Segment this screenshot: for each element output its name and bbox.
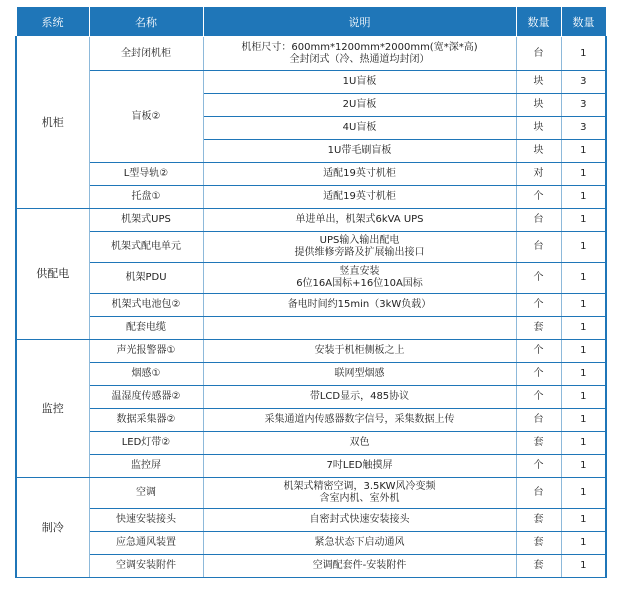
quantity-cell: 1 — [561, 432, 606, 455]
unit-cell: 个 — [516, 455, 561, 478]
table-row — [16, 186, 606, 209]
description-cell — [203, 478, 516, 509]
description-line: 4U盲板 — [342, 122, 377, 133]
unit-cell: 块 — [516, 117, 561, 140]
table-row — [16, 409, 606, 432]
header-row — [16, 7, 606, 37]
description-cell — [203, 432, 516, 455]
item-name-cell: 托盘① — [89, 186, 203, 209]
description-line: 机柜尺寸：600mm*1200mm*2000mm(宽*深*高) — [241, 41, 478, 53]
quantity-cell: 1 — [561, 386, 606, 409]
item-name-cell: L型导轨② — [89, 163, 203, 186]
description-line: 采集通道内传感器数字信号，采集数据上传 — [264, 414, 455, 425]
description-line: 联网型烟感 — [334, 368, 385, 379]
unit-cell: 个 — [516, 363, 561, 386]
table-row — [16, 71, 606, 94]
item-name-cell: 烟感① — [89, 363, 203, 386]
description-line: 1U盲板 — [342, 76, 377, 87]
description-cell — [203, 340, 516, 363]
unit-cell: 台 — [516, 409, 561, 432]
unit-cell: 台 — [516, 232, 561, 263]
description-line: 提供维修旁路及扩展输出接口 — [294, 247, 425, 258]
unit-cell: 对 — [516, 163, 561, 186]
description-line: 自密封式快速安装接头 — [309, 514, 410, 525]
quantity-cell: 1 — [561, 263, 606, 294]
unit-cell: 台 — [516, 478, 561, 509]
table-row — [16, 209, 606, 232]
table-row — [16, 455, 606, 478]
description-line: 机架式精密空调，3.5KW风冷变频 — [283, 481, 436, 492]
quantity-cell: 1 — [561, 409, 606, 432]
item-name-cell: 机架式电池包② — [89, 294, 203, 317]
unit-cell: 个 — [516, 340, 561, 363]
table-row — [16, 478, 606, 509]
description-cell — [203, 232, 516, 263]
description-line: 空调配套件-安装附件 — [312, 560, 407, 571]
description-line: 备电时间约15min（3kW负载） — [287, 299, 432, 310]
description-cell — [203, 386, 516, 409]
table-row — [16, 232, 606, 263]
description-line: 单进单出，机架式6kVA UPS — [295, 214, 424, 225]
table-row — [16, 509, 606, 532]
item-name-cell: 空调安装附件 — [89, 555, 203, 578]
description-cell — [203, 117, 516, 140]
quantity-cell: 1 — [561, 478, 606, 509]
quantity-cell: 3 — [561, 94, 606, 117]
quantity-cell: 1 — [561, 532, 606, 555]
description-line: 紧急状态下启动通风 — [314, 537, 405, 548]
description-cell — [203, 263, 516, 294]
system-cell: 供配电 — [16, 209, 89, 340]
equipment-config-table — [15, 6, 607, 578]
description-line: 含室内机、室外机 — [319, 493, 400, 504]
description-cell — [203, 37, 516, 71]
description-line: 1U带毛刷盲板 — [327, 145, 392, 156]
table-row — [16, 363, 606, 386]
header-description: 说明 — [203, 7, 516, 37]
unit-cell: 套 — [516, 432, 561, 455]
item-name-cell: 盲板② — [89, 71, 203, 163]
table-row — [16, 555, 606, 578]
quantity-cell: 1 — [561, 37, 606, 71]
quantity-cell: 1 — [561, 363, 606, 386]
item-name-cell: 声光报警器① — [89, 340, 203, 363]
header-system: 系统 — [16, 7, 89, 37]
description-cell — [203, 409, 516, 432]
system-cell: 机柜 — [16, 37, 89, 209]
description-cell — [203, 363, 516, 386]
item-name-cell: 温湿度传感器② — [89, 386, 203, 409]
item-name-cell: 机架式配电单元 — [89, 232, 203, 263]
item-name-cell: 机架式UPS — [89, 209, 203, 232]
item-name-cell: 数据采集器② — [89, 409, 203, 432]
description-line: 7吋LED触摸屏 — [326, 460, 393, 471]
description-line: 6位16A国标+16位10A国标 — [296, 278, 423, 289]
description-cell — [203, 186, 516, 209]
table-row — [16, 532, 606, 555]
description-cell — [203, 317, 516, 340]
quantity-cell: 1 — [561, 555, 606, 578]
table-row — [16, 340, 606, 363]
unit-cell: 块 — [516, 94, 561, 117]
item-name-cell: 全封闭机柜 — [89, 37, 203, 71]
table-row — [16, 163, 606, 186]
table-row — [16, 386, 606, 409]
quantity-cell: 1 — [561, 163, 606, 186]
unit-cell: 块 — [516, 71, 561, 94]
item-name-cell: 应急通风装置 — [89, 532, 203, 555]
description-cell — [203, 509, 516, 532]
item-name-cell: LED灯带② — [89, 432, 203, 455]
header-quantity: 数量 — [561, 7, 606, 37]
description-line: 带LCD显示，485协议 — [309, 391, 410, 402]
description-cell — [203, 555, 516, 578]
header-unit: 数量 — [516, 7, 561, 37]
unit-cell: 套 — [516, 509, 561, 532]
quantity-cell: 1 — [561, 455, 606, 478]
description-line: 全封闭式（冷、热通道均封闭） — [289, 53, 430, 65]
description-line: 适配19英寸机柜 — [323, 191, 396, 202]
unit-cell: 个 — [516, 294, 561, 317]
unit-cell: 个 — [516, 186, 561, 209]
description-cell — [203, 94, 516, 117]
config-table-container — [15, 6, 605, 578]
description-line: 适配19英寸机柜 — [323, 168, 396, 179]
table-row — [16, 432, 606, 455]
description-cell — [203, 163, 516, 186]
quantity-cell: 1 — [561, 232, 606, 263]
quantity-cell: 3 — [561, 117, 606, 140]
quantity-cell: 1 — [561, 209, 606, 232]
unit-cell: 个 — [516, 386, 561, 409]
item-name-cell: 空调 — [89, 478, 203, 509]
description-line: UPS输入输出配电 — [319, 235, 400, 246]
description-cell — [203, 209, 516, 232]
description-line: 双色 — [349, 437, 370, 448]
table-row — [16, 37, 606, 71]
item-name-cell: 监控屏 — [89, 455, 203, 478]
description-cell — [203, 294, 516, 317]
item-name-cell: 快速安装接头 — [89, 509, 203, 532]
unit-cell: 套 — [516, 532, 561, 555]
quantity-cell: 1 — [561, 340, 606, 363]
table-body — [16, 37, 606, 578]
description-line: 竖直安装 — [339, 266, 380, 277]
quantity-cell: 1 — [561, 317, 606, 340]
unit-cell: 块 — [516, 140, 561, 163]
unit-cell: 台 — [516, 37, 561, 71]
unit-cell: 台 — [516, 209, 561, 232]
description-line: 安装于机柜侧板之上 — [314, 345, 405, 356]
system-cell: 监控 — [16, 340, 89, 478]
item-name-cell: 机架PDU — [89, 263, 203, 294]
description-cell — [203, 532, 516, 555]
quantity-cell: 1 — [561, 509, 606, 532]
table-row — [16, 294, 606, 317]
header-name: 名称 — [89, 7, 203, 37]
quantity-cell: 1 — [561, 140, 606, 163]
description-line: 2U盲板 — [342, 99, 377, 110]
unit-cell: 套 — [516, 317, 561, 340]
description-cell — [203, 71, 516, 94]
item-name-cell: 配套电缆 — [89, 317, 203, 340]
table-row — [16, 317, 606, 340]
unit-cell: 套 — [516, 555, 561, 578]
table-row — [16, 263, 606, 294]
description-cell — [203, 455, 516, 478]
quantity-cell: 3 — [561, 71, 606, 94]
quantity-cell: 1 — [561, 186, 606, 209]
unit-cell: 个 — [516, 263, 561, 294]
quantity-cell: 1 — [561, 294, 606, 317]
system-cell: 制冷 — [16, 478, 89, 578]
description-cell — [203, 140, 516, 163]
